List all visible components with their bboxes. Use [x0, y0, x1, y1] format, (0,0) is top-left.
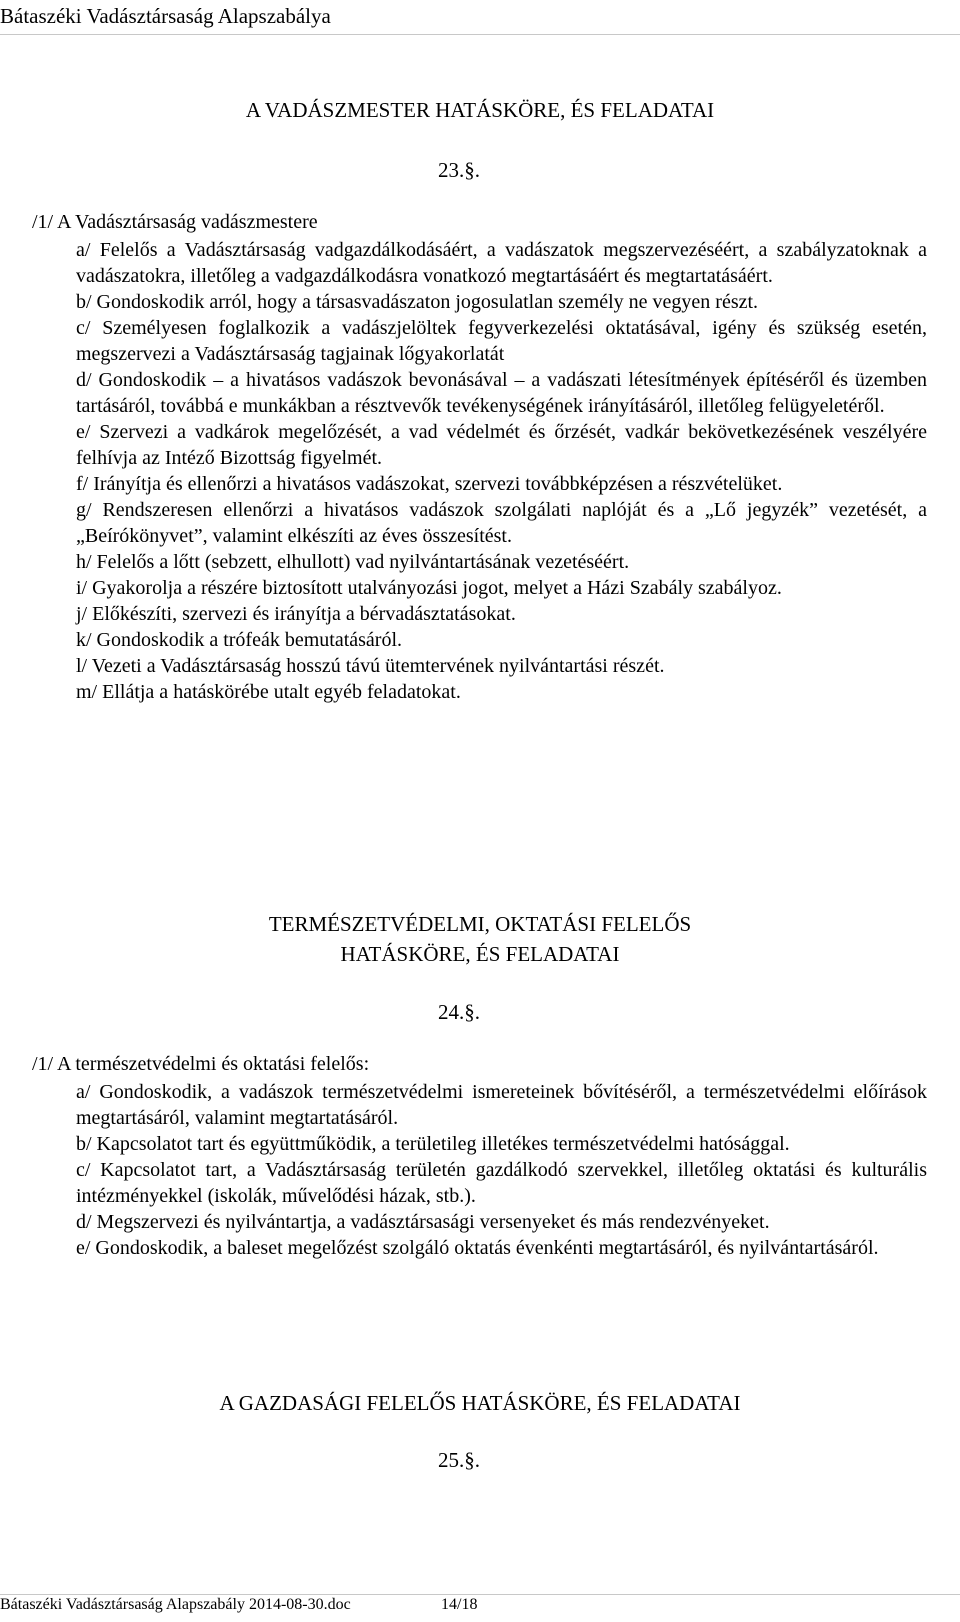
- header-divider: [0, 34, 960, 35]
- section-24-heading-line2: HATÁSKÖRE, ÉS FELADATAI: [340, 942, 620, 966]
- list-item: h/ Felelős a lőtt (sebzett, elhullott) vad nyilvántartásának vezetéséért.: [76, 551, 630, 573]
- section-24-heading: [0, 909, 960, 969]
- list-item: d/ Megszervezi és nyilvántartja, a vadásztársasági versenyeket és más rendezvényeket.: [76, 1211, 770, 1233]
- list-item: k/ Gondoskodik a trófeák bemutatásáról.: [76, 629, 403, 651]
- section-24-items: [76, 1079, 927, 1261]
- list-item: b/ Kapcsolatot tart és együttműködik, a területileg illetékes természetvédelmi hatósággal.: [76, 1133, 790, 1155]
- list-item: a/ Gondoskodik, a vadászok természetvédelmi ismereteinek bővítéséről, a természetvédelmi előírások megtartásáról, valamint megtartatásáról.: [76, 1081, 927, 1129]
- footer-divider: [0, 1594, 960, 1595]
- list-item: d/ Gondoskodik – a hivatásos vadászok bevonásával – a vadászati létesítmények építéséről és üzemben tartásáról, továbbá e munkákban a résztvevők tevékenységének irányításáról, illetőleg felügyeletéről.: [76, 369, 927, 417]
- section-25-number: 25.§.: [438, 1448, 480, 1472]
- list-item: b/ Gondoskodik arról, hogy a társasvadászaton jogosulatlan személy ne vegyen részt.: [76, 291, 759, 313]
- section-23-heading: [0, 95, 960, 125]
- section-23-heading-text: A VADÁSZMESTER HATÁSKÖRE, ÉS FELADATAI: [245, 98, 715, 122]
- list-item: a/ Felelős a Vadásztársaság vadgazdálkodásáért, a vadászatok megszervezéséért, a szabályzatoknak a vadászatokra, illetőleg a vadgazdálkodásra vonatkozó megtartásáért és megtartatásáért.: [76, 239, 927, 287]
- section-24-number: 24.§.: [438, 1000, 480, 1024]
- list-item: c/ Kapcsolatot tart, a Vadásztársaság területén gazdálkodó szervekkel, illetőleg oktatási és kulturális intézményekkel (iskolák, művelődési házak, stb.).: [76, 1159, 927, 1207]
- section-23-items: [76, 237, 927, 705]
- list-item: m/ Ellátja a hatáskörébe utalt egyéb feladatokat.: [76, 681, 461, 703]
- list-item: c/ Személyesen foglalkozik a vadászjelöltek fegyverkezelési oktatásával, igény és szükség esetén, megszervezi a Vadásztársaság tagjainak lőgyakorlatát: [76, 317, 927, 365]
- section-24-intro: /1/ A természetvédelmi és oktatási felelős:: [32, 1053, 370, 1075]
- list-item: j/ Előkészíti, szervezi és irányítja a bérvadásztatásokat.: [76, 603, 516, 625]
- list-item: l/ Vezeti a Vadásztársaság hosszú távú ütemtervének nyilvántartási részét.: [76, 655, 665, 677]
- list-item: i/ Gyakorolja a részére biztosított utalványozási jogot, melyet a Házi Szabály szabályoz.: [76, 577, 782, 599]
- page-header: Bátaszéki Vadásztársaság Alapszabálya: [0, 4, 331, 28]
- section-23-number: 23.§.: [438, 158, 480, 182]
- list-item: f/ Irányítja és ellenőrzi a hivatásos vadászokat, szervezi továbbképzésen a részvételüket.: [76, 473, 783, 495]
- section-25-heading-text: A GAZDASÁGI FELELŐS HATÁSKÖRE, ÉS FELADATAI: [219, 1391, 741, 1415]
- section-25-heading: [0, 1388, 960, 1418]
- footer-page-number: 14/18: [441, 1596, 478, 1613]
- section-24-heading-line1: TERMÉSZETVÉDELMI, OKTATÁSI FELELŐS: [268, 912, 692, 936]
- list-item: e/ Szervezi a vadkárok megelőzését, a vad védelmét és őrzését, vadkár bekövetkezésének veszélyére felhívja az Intéző Bizottság figyelmét.: [76, 421, 927, 469]
- section-23-intro: /1/ A Vadásztársaság vadászmestere: [32, 211, 318, 233]
- list-item: e/ Gondoskodik, a baleset megelőzést szolgáló oktatás évenkénti megtartásáról, és nyilvántartásáról.: [76, 1237, 879, 1259]
- list-item: g/ Rendszeresen ellenőrzi a hivatásos vadászok szolgálati naplóját és a „Lő jegyzék” vezetését, a „Beírókönyvet”, valamint elkészíti az éves összesítést.: [76, 499, 927, 547]
- footer-filename: Bátaszéki Vadásztársaság Alapszabály 2014-08-30.doc: [0, 1596, 351, 1613]
